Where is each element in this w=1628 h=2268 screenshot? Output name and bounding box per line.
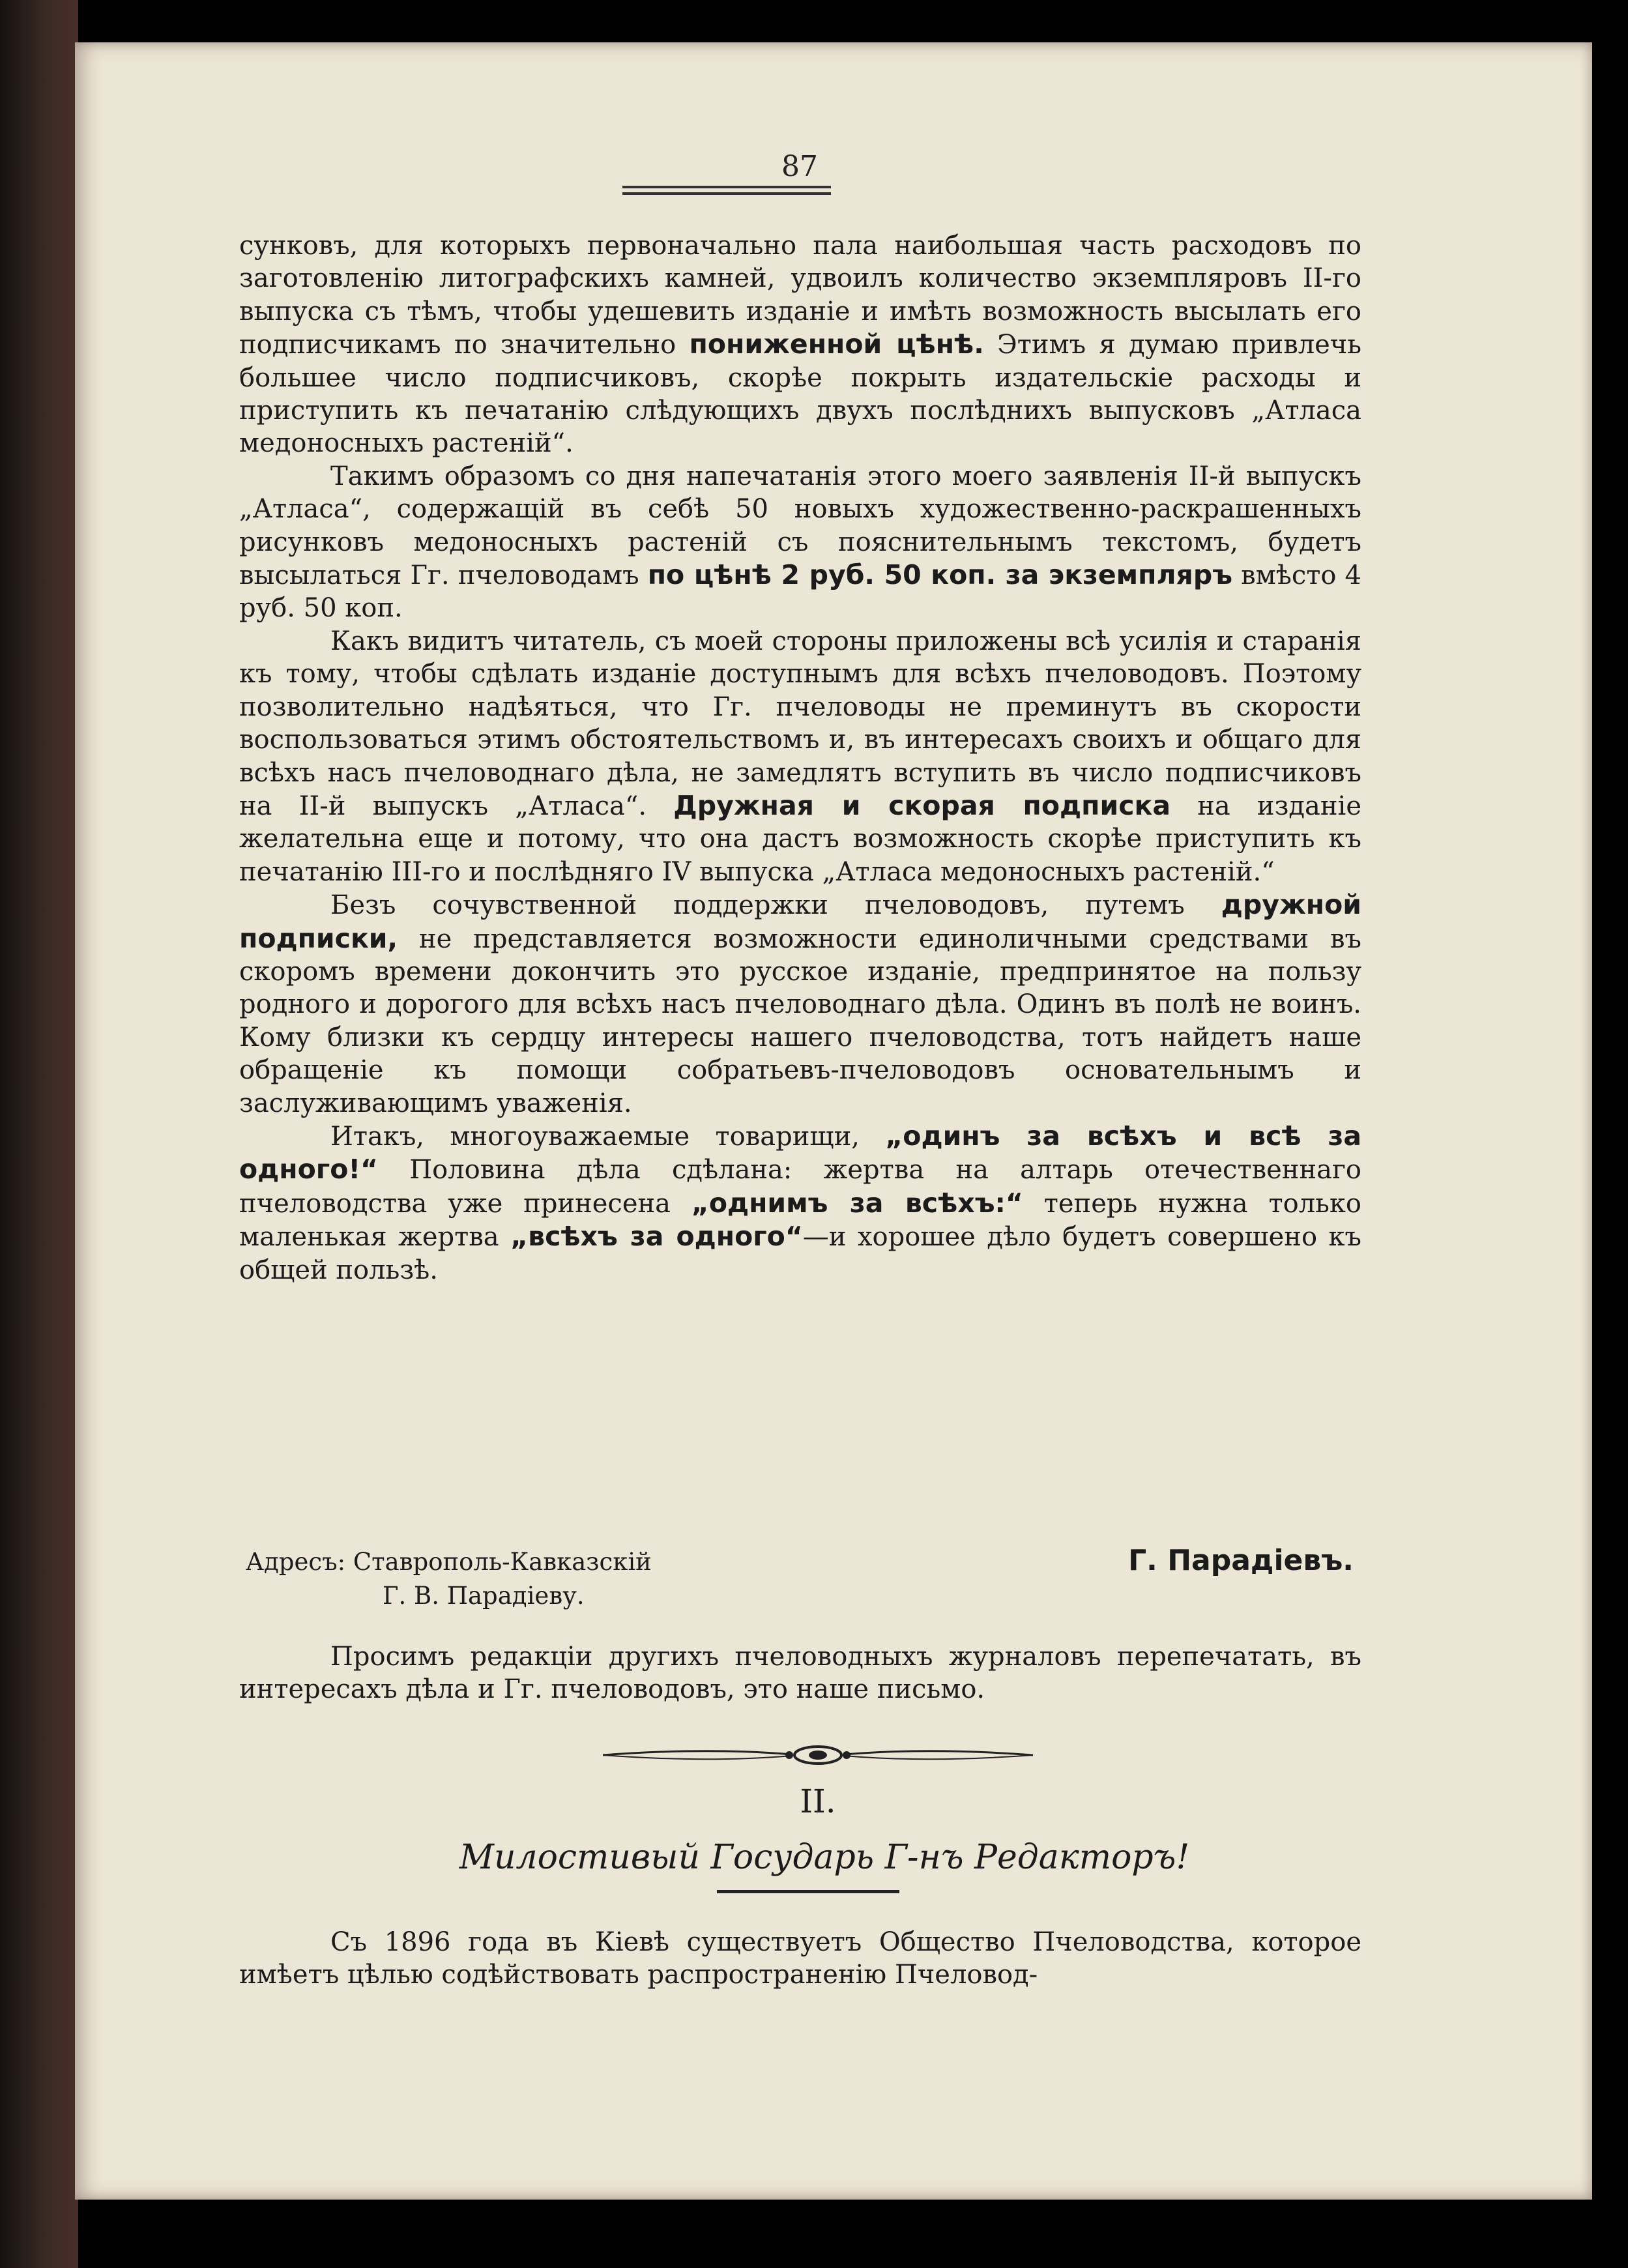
text-run: Какъ видитъ читатель, съ моей стороны приложены всѣ усилія и старанія къ тому, чтобы сдѣлать изданіе доступнымъ для всѣхъ пчеловодовъ. Поэтому позволительно надѣяться, что Гг. пчеловоды не преминутъ въ скорости воспользоваться этимъ обстоятельствомъ и, въ интересахъ своихъ и общаго для всѣхъ насъ пчеловоднаго дѣла, не замедлятъ вступить въ число подписчиковъ на II-й выпускъ „Атласа“.: [239, 626, 1361, 821]
address-line-1: Адресъ: Ставрополь-Кавказскій: [246, 1548, 652, 1576]
paragraph-1: [239, 229, 1361, 460]
text-run: не представляется возможности единоличными средствами въ скоромъ времени докончить это русское изданіе, предпринятое на пользу родного и дорогого для всѣхъ насъ пчеловоднаго дѣла. Одинъ въ полѣ не воинъ. Кому близки къ сердцу интересы нашего пчеловодства, тотъ найдетъ наше обращеніе къ помощи собратьевъ-пчеловодовъ основательнымъ и заслуживающимъ уваженія.: [239, 923, 1361, 1118]
text-run: Итакъ, многоуважаемые товарищи,: [330, 1121, 886, 1152]
text-run: Такимъ образомъ со дня напечатанія этого моего заявленія II-й выпускъ „Атласа“, содержащій въ себѣ 50 новыхъ художественно-раскрашенныхъ рисунковъ медоносныхъ растеній съ пояснительнымъ текстомъ, будетъ высылаться Гг. пчеловодамъ: [239, 461, 1361, 591]
text-run: —и хорошее дѣло будетъ совершено къ общей пользѣ.: [239, 1222, 1361, 1285]
text-run: вмѣсто 4 руб. 50 коп.: [239, 560, 1361, 624]
text-run: Безъ сочувственной поддержки пчеловодовъ, путемъ: [330, 890, 1221, 921]
opening-paragraph: Съ 1896 года въ Кіевѣ существуетъ Общество Пчеловодства, которое имѣетъ цѣлью содѣйствовать распространенію Пчеловод-: [239, 1927, 1361, 1990]
salutation-rule: [717, 1890, 899, 1893]
bold-phrase: „однимъ за всѣхъ:“: [691, 1187, 1023, 1219]
signature: Г. Парадіевъ.: [1128, 1544, 1354, 1577]
text-run: Половина дѣла сдѣлана: жертва на алтарь отечественнаго пчеловодства уже принесена: [239, 1155, 1361, 1219]
bold-phrase: по цѣнѣ 2 руб. 50 коп. за экземпляръ: [647, 559, 1233, 591]
bold-phrase: дружной подписки,: [239, 889, 1361, 954]
text-run: теперь нужна только маленькая жертва: [239, 1188, 1361, 1253]
reprint-request-block: [239, 1640, 1361, 1706]
paragraph-4: [239, 888, 1361, 1120]
text-run: Этимъ я думаю привлечь большее число подписчиковъ, скорѣе покрыть издательскіе расходы и приступить къ печатанію слѣдующихъ двухъ послѣднихъ выпусковъ „Атласа медоносныхъ растеній“.: [239, 330, 1362, 459]
section-number: II.: [800, 1782, 836, 1820]
paragraph-5: [239, 1120, 1361, 1287]
bold-phrase: „всѣхъ за одного“: [510, 1221, 803, 1253]
page-number-rule-lower: [622, 192, 831, 195]
paragraph-2: [239, 460, 1361, 625]
bold-phrase: Дружная и скорая подписка: [673, 789, 1171, 821]
page-number: 87: [781, 150, 818, 183]
bold-phrase: „одинъ за всѣхъ и всѣ за одного!“: [239, 1120, 1361, 1185]
address-line-2: Г. В. Парадіеву.: [383, 1582, 585, 1610]
text-run: на изданіе желательна еще и потому, что она дастъ возможность скорѣе приступить къ печатанію III-го и послѣдняго IV выпуска „Атласа медоносныхъ растеній.“: [239, 791, 1361, 887]
ornamental-divider: [596, 1742, 1039, 1768]
address-block: [246, 1544, 1360, 1620]
scan-page-edge: [0, 0, 78, 2268]
reprint-request: Просимъ редакціи другихъ пчеловодныхъ журналовъ перепечатать, въ интересахъ дѣла и Гг. пчеловодовъ, это наше письмо.: [239, 1642, 1361, 1705]
opening-paragraph-block: [239, 1926, 1361, 1992]
paragraph-3: [239, 625, 1361, 888]
text-run: сунковъ, для которыхъ первоначально пала наибольшая часть расходовъ по заготовленію литографскихъ камней, удвоилъ количество экземпляровъ II-го выпуска съ тѣмъ, чтобы удешевить изданіе и имѣть возможность высылать его подписчикамъ по значительно: [239, 231, 1361, 360]
bold-phrase: пониженной цѣнѣ.: [689, 328, 984, 360]
book-page: [75, 42, 1592, 2200]
salutation: Милостивый Государь Г-нъ Редакторъ!: [459, 1838, 1190, 1877]
page-number-rule-upper: [622, 186, 831, 188]
letter-body: [239, 229, 1361, 1287]
